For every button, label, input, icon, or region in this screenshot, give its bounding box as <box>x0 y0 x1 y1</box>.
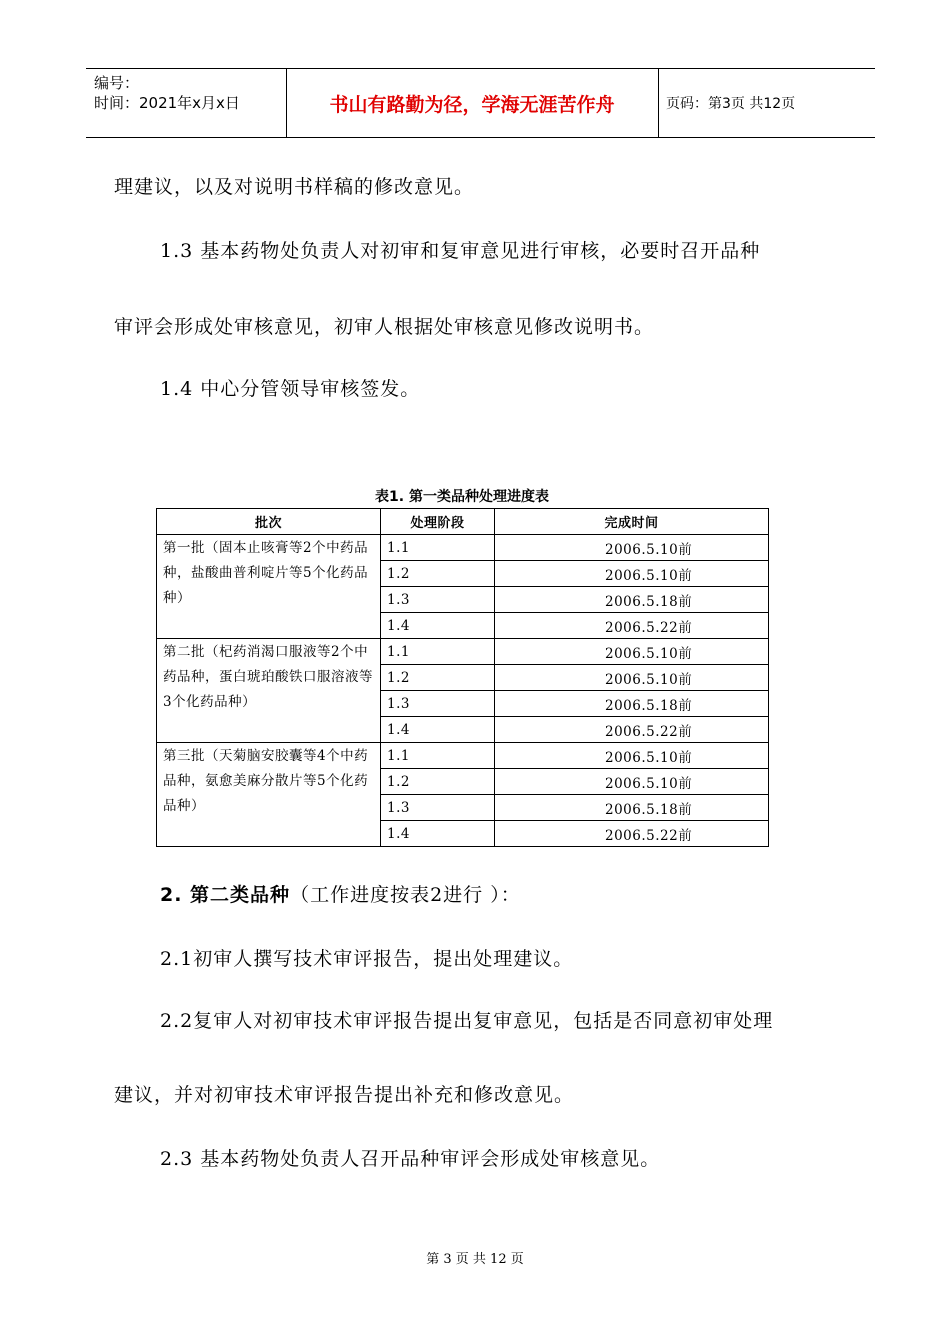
column-header-stage: 处理阶段 <box>381 509 495 535</box>
stage-cell: 1.1 <box>381 743 495 769</box>
stage-cell: 1.3 <box>381 795 495 821</box>
section-heading-title: 2. 第二类品种 <box>160 884 291 906</box>
stage-cell: 1.1 <box>381 639 495 665</box>
stage-cell: 1.4 <box>381 717 495 743</box>
stage-cell: 1.2 <box>381 665 495 691</box>
time-label: 时间：2021年x月x日 <box>94 94 240 112</box>
paragraph: 2.2复审人对初审技术审评报告提出复审意见，包括是否同意初审处理 <box>160 1010 774 1032</box>
paragraph: 2.1初审人撰写技术审评报告，提出处理建议。 <box>160 948 574 970</box>
section-heading <box>160 880 521 907</box>
deadline-cell: 2006.5.22前 <box>495 717 769 743</box>
page-footer: 第 3 页 共 12 页 <box>426 1252 524 1267</box>
batch-cell: 第二批（杞药消渴口服液等2个中药品种，蛋白琥珀酸铁口服溶液等3个化药品种） <box>157 639 381 743</box>
deadline-cell: 2006.5.10前 <box>495 535 769 561</box>
stage-cell: 1.2 <box>381 769 495 795</box>
deadline-cell: 2006.5.10前 <box>495 561 769 587</box>
stage-cell: 1.3 <box>381 691 495 717</box>
table-row <box>157 743 769 769</box>
header-meta <box>94 73 240 113</box>
stage-cell: 1.2 <box>381 561 495 587</box>
deadline-cell: 2006.5.10前 <box>495 743 769 769</box>
deadline-cell: 2006.5.22前 <box>495 821 769 847</box>
deadline-cell: 2006.5.10前 <box>495 639 769 665</box>
stage-cell: 1.4 <box>381 821 495 847</box>
stage-cell: 1.4 <box>381 613 495 639</box>
table-caption: 表1. 第一类品种处理进度表 <box>375 489 549 505</box>
deadline-cell: 2006.5.10前 <box>495 665 769 691</box>
header-motto: 书山有路勤为径，学海无涯苦作舟 <box>329 93 615 116</box>
column-header-batch: 批次 <box>157 509 381 535</box>
paragraph: 1.3 基本药物处负责人对初审和复审意见进行审核，必要时召开品种 <box>160 240 761 262</box>
paragraph: 建议，并对初审技术审评报告提出补充和修改意见。 <box>114 1084 575 1106</box>
number-label: 编号： <box>94 74 140 92</box>
table-header-row <box>157 509 769 535</box>
deadline-cell: 2006.5.18前 <box>495 795 769 821</box>
paragraph: 理建议，以及对说明书样稿的修改意见。 <box>114 176 475 198</box>
deadline-cell: 2006.5.10前 <box>495 769 769 795</box>
stage-cell: 1.1 <box>381 535 495 561</box>
deadline-cell: 2006.5.18前 <box>495 587 769 613</box>
section-heading-note: （工作进度按表2进行 ）： <box>290 884 521 906</box>
column-header-deadline: 完成时间 <box>495 509 769 535</box>
deadline-cell: 2006.5.22前 <box>495 613 769 639</box>
stage-cell: 1.3 <box>381 587 495 613</box>
header-page-info: 页码：第3页 共12页 <box>666 96 796 112</box>
progress-table <box>156 508 769 847</box>
paragraph: 审评会形成处审核意见，初审人根据处审核意见修改说明书。 <box>114 316 655 338</box>
batch-cell: 第一批（固本止咳膏等2个中药品种，盐酸曲普利啶片等5个化药品种） <box>157 535 381 639</box>
paragraph: 2.3 基本药物处负责人召开品种审评会形成处审核意见。 <box>160 1148 661 1170</box>
header-divider <box>658 69 659 137</box>
paragraph: 1.4 中心分管领导审核签发。 <box>160 378 421 400</box>
table-row <box>157 535 769 561</box>
table-row <box>157 639 769 665</box>
batch-cell: 第三批（天菊脑安胶囊等4个中药品种，氨愈美麻分散片等5个化药品种） <box>157 743 381 847</box>
deadline-cell: 2006.5.18前 <box>495 691 769 717</box>
page-header <box>86 68 875 138</box>
